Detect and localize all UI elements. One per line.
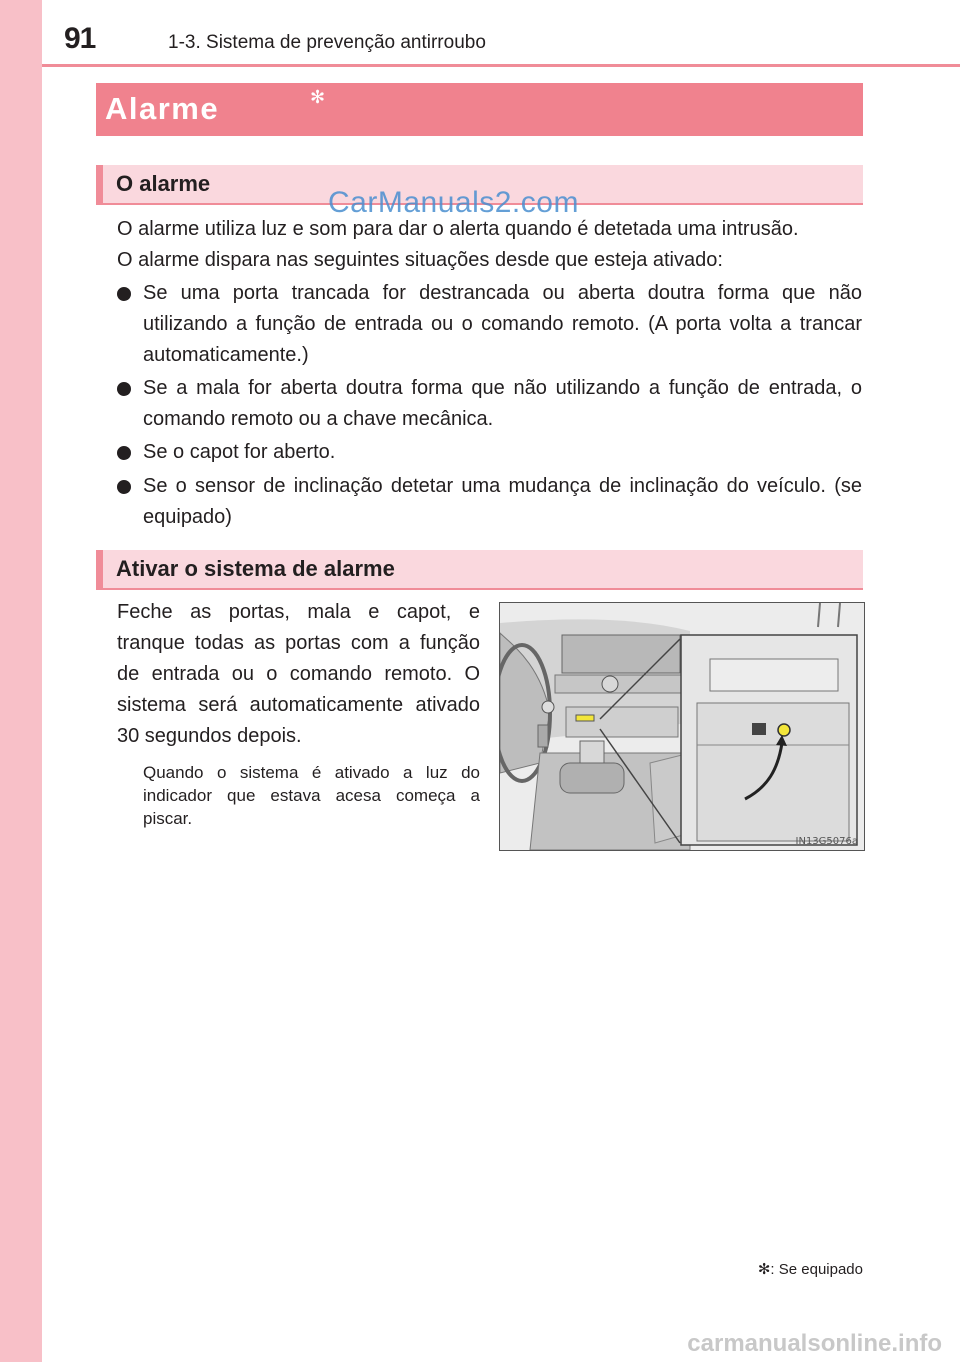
list-item-text: Se o sensor de inclinação detetar uma mudança de inclinação do veículo. (se equipado): [143, 475, 862, 528]
section-banner-alarme: [96, 83, 863, 136]
asterisk-icon: ✻: [310, 87, 326, 107]
figure-code: IN13G5076a: [795, 836, 858, 847]
footer-watermark[interactable]: carmanualsonline.info: [687, 1330, 942, 1357]
activation-paragraph: Feche as portas, mala e capot, e tranque todas as portas com a função de entrada ou o comando remoto. O sistema será automaticamente ativado 30 segundos depois.: [117, 601, 480, 747]
list-item: [117, 471, 862, 533]
activation-note: Quando o sistema é ativado a luz do indicador que estava acesa começa a piscar.: [143, 763, 480, 828]
page-number: 91: [64, 22, 96, 55]
list-item: [117, 437, 862, 468]
bullet-icon: [117, 287, 131, 301]
intro-paragraph-2: O alarme dispara nas seguintes situações desde que esteja ativado:: [117, 249, 723, 271]
intro-paragraph-1: O alarme utiliza luz e som para dar o alerta quando é detetada uma intrusão.: [117, 218, 799, 240]
banner-accent-bar: [96, 550, 103, 590]
bullet-icon: [117, 446, 131, 460]
footnote: ✻: Se equipado: [757, 1261, 863, 1278]
subsection-title: Ativar o sistema de alarme: [116, 556, 395, 581]
watermark-link[interactable]: CarManuals2.com: [328, 186, 579, 219]
section-title: Alarme: [105, 91, 220, 126]
chapter-title: 1-3. Sistema de prevenção antirroubo: [168, 32, 486, 53]
subsection-title: O alarme: [116, 171, 211, 196]
list-item: [117, 278, 862, 371]
bullet-icon: [117, 480, 131, 494]
header-divider: [42, 64, 960, 67]
banner-accent-bar: [96, 165, 103, 205]
list-item-text: Se uma porta trancada for destrancada ou aberta doutra forma que não utilizando a função de entrada ou o comando remoto. (A porta volta a trancar automaticamente.): [143, 282, 862, 366]
subsection-banner-ativar: [96, 550, 863, 590]
side-tab-band: [0, 0, 42, 1362]
list-item-text: Se a mala for aberta doutra forma que não utilizando a função de entrada, o comando remoto ou a chave mecânica.: [143, 377, 862, 430]
dashboard-drawing: [500, 603, 864, 850]
bullet-icon: [117, 382, 131, 396]
list-item: [117, 373, 862, 435]
dashboard-illustration: [499, 602, 865, 851]
list-item-text: Se o capot for aberto.: [143, 441, 336, 463]
